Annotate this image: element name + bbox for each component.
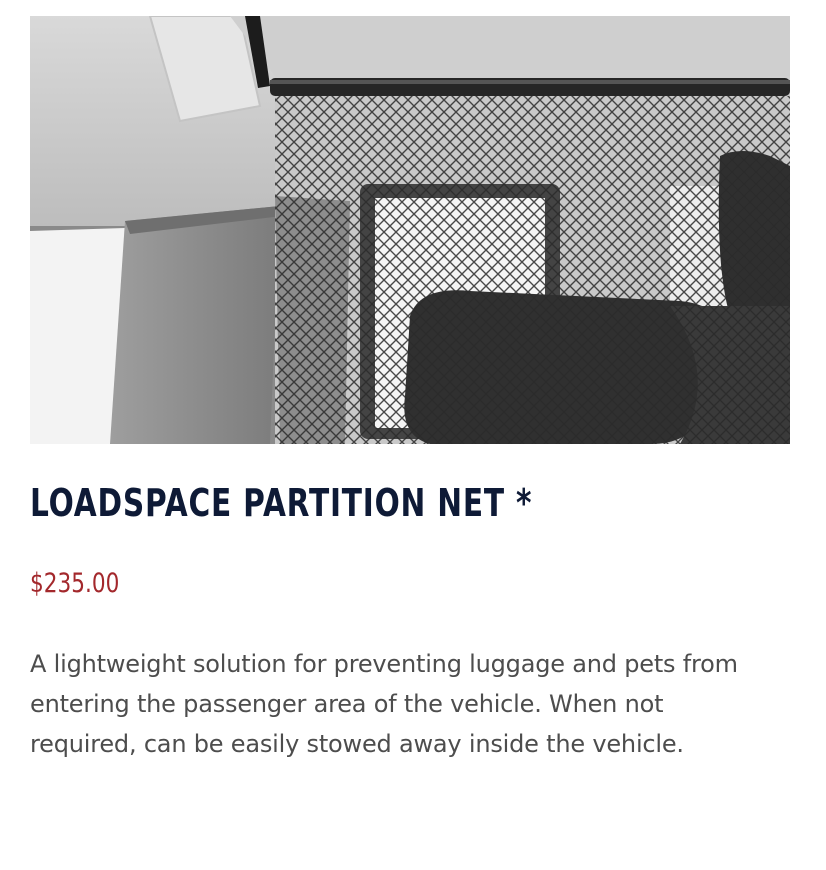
product-price: $235.00 <box>30 568 120 599</box>
product-title: LOADSPACE PARTITION NET * <box>30 481 533 525</box>
product-description: A lightweight solution for preventing luggage and pets from entering the passenger area of the vehicle. When not required, can be easily stowed away inside the vehicle. <box>30 650 738 758</box>
product-image[interactable] <box>30 16 790 444</box>
partition-net-illustration <box>30 16 790 444</box>
